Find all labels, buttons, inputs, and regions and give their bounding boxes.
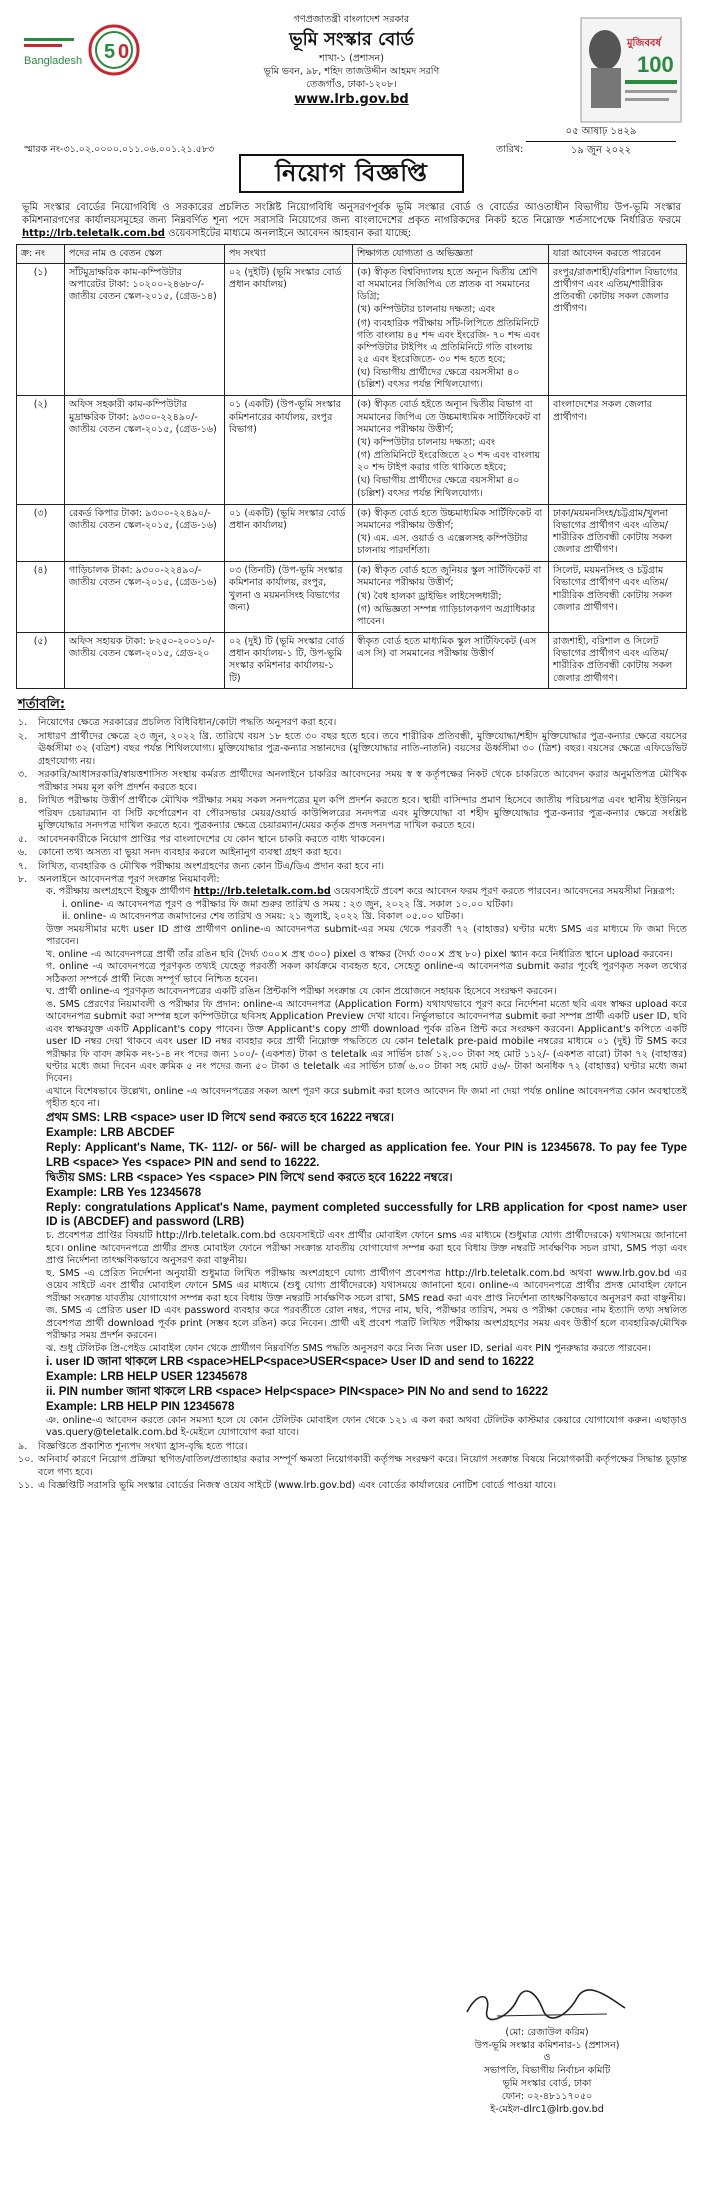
qualification-item: (ক) স্বীকৃত বোর্ড হতে জুনিয়র স্কুল সার্টিফিকেট বা সমমানের পরীক্ষায় উত্তীর্ণ; [357,565,542,589]
condition-number: ১০. [18,1454,34,1466]
condition-text: নিয়োগের ক্ষেত্রে সরকারের প্রচলিত বিধিবিধান/কোটা পদ্ধতি অনুসরণ করা হবে। [38,717,337,729]
row-eligible: সিলেট, ময়মনসিংহ ও চট্টগ্রাম বিভাগের প্রার্থীগণ এবং এতিম/শারীরিক প্রতিবন্ধী কোটায় সকল জেলার প্রার্থীগণ। [549,562,687,633]
notice-title: নিয়োগ বিজ্ঞপ্তি [239,154,464,193]
condition-item [18,847,687,859]
sms-reply-2: Reply: congratulations Applicat's Name, payment completed successfully for LRB application for <post name> user ID is (ABCDEF) and password (LRB) [46,1201,687,1229]
header [16,8,687,126]
branch: শাখা-১ (প্রশাসন) [319,53,384,65]
condition-item [18,1480,687,1492]
row-post: রেকর্ড কিপার টাকা: ৯৩০০-২২৪৯০/- জাতীয় বেতন স্কেল-২০১৫, (গ্রেড-১৬) [65,504,225,562]
intro-paragraph [22,201,681,240]
row-sl: (৪) [17,562,65,633]
qualification-item: (ঘ) বিভাগীয় প্রার্থীদের ক্ষেত্রে বয়সসীমা ৪০ (চল্লিশ) বৎসর পর্যন্ত শিথিলযোগ্য। [357,367,520,391]
qualification-item: (ক) স্বীকৃত বোর্ড হতে উচ্চমাধ্যমিক সার্টিফিকেট বা সমমানের পরীক্ষায় উত্তীর্ণ; [357,507,543,531]
condition-number: ৮. [18,873,28,885]
address-line-2: তেজগাঁও, ঢাকা-১২০৮। [306,78,397,90]
qualification-item: (গ) ব্যবহারিক পরীক্ষায় সাঁট-লিপিতে প্রতিমিনিটে গতি বাংলায় ৪৫ শব্দ এবং ইংরেজি- ৭০ শব্দ এবং কম্পিউটার টাইপিং এ প্রতিমিনিটে গতি বাংলায় ২৫ এবং ইংরেজিতে- ৩০ শব্দ হতে হবে; [357,317,540,365]
row-qualification [353,504,549,562]
row-post: অফিস সহকারী কাম-কম্পিউটার মুদ্রাক্ষরিক টাকা: ৯৩০০-২২৪৯০/- জাতীয় বেতন স্কেল-২০১৫, (গ্রেড-১৬) [65,396,225,504]
condition-text: অনিবার্য কারণে নিয়োগ প্রক্রিয়া স্থগিত/বাতিল/প্রত্যাহার করার সম্পূর্ণ ক্ষমতা নিয়োগকারী কর্তৃপক্ষ সংরক্ষণ করে। নিয়োগ সংক্রান্ত বিষয়ে নিয়োগকারী কর্তৃপক্ষের সিদ্ধান্ত চূড়ান্ত বলে গণ্য হবে। [38,1454,687,1478]
address-line-1: ভূমি ভবন, ৯৮, শহিদ তাজউদ্দীন আহমদ সরণি [263,66,440,78]
sms-reply-1: Reply: Applicant's Name, TK- 112/- or 56/- will be charged as application fee. Your PIN is 12345678. To pay fee Type LRB <space> Yes <space> PIN and send to 16222. [46,1141,687,1169]
row-post: সাঁটমুদ্রাক্ষরিক কাম-কম্পিউটার অপারেটর টাকা: ১০২০০-২৪৬৮০/- জাতীয় বেতন স্কেল-২০১৫, (গ্রেড-১৪) [65,263,225,396]
signatory-committee: সভাপতি, বিভাগীয় নির্বাচন কমিটি [483,2065,611,2077]
condition-item [18,731,687,768]
table-row [17,633,687,689]
online-ii: ii. online- এ আবেদনপত্র জমাদানের শেষ তারিখ ও সময়: ২১ জুলাই, ২০২২ খ্রি. বিকাল ০৫.০০ ঘটিকা। [62,911,464,923]
row-qualification [353,263,549,396]
recovery-user-example: Example: LRB HELP USER 12345678 [46,1371,248,1383]
sms-first-text: LRB <space> user ID লিখে send করতে হবে 16222 নম্বরে। [103,1111,395,1124]
condition-item [18,834,687,846]
condition-text: সাধারণ প্রার্থীদের ক্ষেত্রে ২৩ জুন, ২০২২ খ্রি. তারিখে বয়স ১৮ হতে ৩০ বছর হতে হবে। তবে শারীরিক প্রতিবন্ধী, মুক্তিযোদ্ধা/শহীদ মুক্তিযোদ্ধার পুত্র-কন্যার ক্ষেত্রে বয়সের ঊর্ধ্বসীমা ৩২ (বত্রিশ) বছর পর্যন্ত শিথিলযোগ্য। মুক্তিযোদ্ধার পুত্র-কন্যার সন্তানদের (মুক্তিযোদ্ধার নাতি-নাতনি) বয়সের ঊর্ধ্বসীমা ৩০ (ত্রিশ) বছর। বয়সের ক্ষেত্রে এফিডেভিট গ্রহণযোগ্য নয়। [38,730,687,767]
condition-text: লিখিত, ব্যবহারিক ও মৌখিক পরীক্ষায় অংশগ্রহণের জন্য কোন টিএ/ডিএ প্রদান করা হবে না। [38,860,385,872]
condition-item [18,1441,687,1453]
svg-text:Bangladesh: Bangladesh [24,55,83,67]
table-row [17,263,687,396]
condition-text: লিখিত পরীক্ষায় উত্তীর্ণ প্রার্থীকে মৌখিক পরীক্ষার সময় সকল সনদপত্রের মূল কপি প্রদর্শন করতে হবে। স্থায়ী বাসিন্দার প্রমাণ হিসেবে জাতীয় পরিচয়পত্র এবং স্থানীয় ইউনিয়ন পরিষদ চেয়ারম্যান বা সিটি কর্পোরেশন বা পৌরসভার মেয়র/ওয়ার্ড কাউন্সিলরের সনদপত্র এবং মুক্তিযোদ্ধা বা শহীদ মুক্তিযোদ্ধার পুত্র-কন্যার পুত্র-কন্যার ক্ষেত্রে সংশ্লিষ্ট মুক্তিযোদ্ধার সনদপত্র দাখিল করতে হবে। পুত্রকন্যার ক্ষেত্রে চেয়ারম্যান/মেয়র কর্তৃক প্রদত্ত সনদপত্র দাখিল করতে হবে। [38,795,687,832]
row-eligible: ঢাকা/ময়মনসিংহ/চট্টগ্রাম/খুলনা বিভাগের প্রার্থীগণ এবং এতিম/শারীরিক প্রতিবন্ধী কোটায় সকল জেলার প্রার্থীগণ। [549,504,687,562]
signature-block [432,1988,662,2117]
qualification-item: (গ) প্রতিমিনিটে ইংরেজিতে ২০ শব্দ এবং বাংলায় ২০ শব্দ টাইপ করার গতি থাকিতে হইবে; [357,450,541,474]
condition-number: ১. [18,717,28,729]
row-count: ০৩ (তিনটি) (উপ-ভূমি সংস্কার কমিশনার কার্যালয়, রংপুর, খুলনা ও ময়মনসিংহ বিভাগের জন্য) [225,562,353,633]
condition-number: ৭. [18,860,28,872]
online-ja: জ. SMS এ প্রেরিত user ID এবং password ব্যবহার করে পরবর্তীতে রোল নম্বর, পদের নাম, ছবি, পরীক্ষার তারিখ, সময় ও পরীক্ষা কেন্দ্রের নাম ইত্যাদি তথ্য সম্বলিত প্রবেশপত্র প্রার্থী download পূর্বক print (সম্ভব হলে রঙিন) করে নিবেন। প্রার্থী এই প্রবেশ পত্রটি লিখিত পরীক্ষায় অংশগ্রহণের সময় এবং উত্তীর্ণ হলে ব্যবহারিক/মৌখিক পরীক্ষার সময় প্রদর্শন করবেন। [46,1305,687,1342]
date-box [526,126,676,158]
qualification-item: (ঘ) বিভাগীয় প্রার্থীদের ক্ষেত্রে বয়সসীমা ৪০ (চল্লিশ) বৎসর পর্যন্ত শিথিলযোগ্য। [357,475,520,499]
online-cha: চ. প্রবেশপত্র প্রাপ্তির বিষয়টি http://lrb.teletalk.com.bd ওয়েবসাইটে এবং প্রার্থীর মোবাইল ফোনে sms এর মাধ্যমে (শুধুমাত্র যোগ্য প্রার্থীদেরকে) যথাসময়ে জানানো হবে। online আবেদনপত্রে প্রার্থীর প্রদত্ত মোবাইল ফোনে পরীক্ষা সংক্রান্ত যাবতীয় যোগাযোগ সম্পন্ন করা হবে বিধায় উক্ত নম্বরটি সার্বক্ষণিক সচল রাখা, SMS পড়া এবং প্রাপ্ত নির্দেশনা তাৎক্ষণিকভাবে অনুসরণ করা বাঞ্ছনীয়। [46,1230,687,1267]
header-eligible: যারা আবেদন করতে পারবেন [549,244,687,263]
condition-text: অনলাইনে আবেদনপত্র পূরণ সংক্রান্ত নিয়মাবলী: [38,873,220,885]
row-sl: (১) [17,263,65,396]
condition-number: ২. [18,730,28,742]
sms-first-label: প্রথম SMS: [46,1111,101,1124]
row-qualification [353,633,549,689]
row-count: ০১ (একটি) (উপ-ভূমি সংস্কার কমিশনারের কার্যালয়, রংপুর বিভাগ) [225,396,353,504]
table-header-row [17,244,687,263]
signatory-phone: ফোন: ০২-৪৮১১৭০৫০ [501,2090,593,2102]
row-sl: (৩) [17,504,65,562]
row-eligible: রংপুর/রাজশাহী/বরিশাল বিভাগের প্রার্থীগণ এবং এতিম/শারীরিক প্রতিবন্ধী কোটায় সকল জেলার প্রার্থীগণ। [549,263,687,396]
sms-example-2: Example: LRB Yes 12345678 [46,1186,202,1199]
condition-item [18,717,687,729]
signature-scribble-icon [457,1988,637,2022]
row-qualification [353,396,549,504]
qualification-item: (গ) অভিজ্ঞতা সম্পন্ন গাড়িচালকগণ অগ্রাধিকার পাবেন। [357,603,536,627]
row-post: অফিস সহায়ক টাকা: ৮২৫০-২০০১০/- জাতীয় বেতন স্কেল-২০১৫, গ্রেড-২০ [65,633,225,689]
intro-text-end: ওয়েবসাইটের মাধ্যমে অনলাইনে আবেদন আহবান করা যাচ্ছে: [168,227,412,239]
signatory-and: ও [543,2052,551,2064]
condition-number: ৪. [18,795,28,807]
condition-item [18,874,687,1440]
condition-text: আবেদনকারীকে নিয়োগ প্রাপ্তির পর বাংলাদেশের যে কোন স্থানে চাকরি করতে বাধ্য থাকবেন। [38,833,385,845]
condition-number: ৩. [18,769,28,781]
header-post: পদের নাম ও বেতন স্কেল [65,244,225,263]
online-i: i. online- এ আবেদনপত্র পূরণ ও পরীক্ষার ফি জমা শুরুর তারিখ ও সময় : ২৩ জুন, ২০২২ খ্রি. সকাল ১০.০০ ঘটিকা। [62,898,514,910]
svg-text:মুজিববর্ষ: মুজিববর্ষ [627,38,662,49]
condition-item [18,795,687,832]
recovery-pin: ii. PIN number জানা থাকলে LRB <space> Help<space> PIN<space> PIN No and send to 16222 [46,1385,548,1398]
online-chha: ছ. SMS -এ প্রেরিত নির্দেশনা অনুযায়ী শুধুমাত্র লিখিত পরীক্ষায় অংশগ্রহণে যোগ্য প্রার্থীগণ প্রবেশপত্র http://lrb.teletalk.com.bd অথবা www.lrb.gov.bd এর ওয়েব সাইটে এবং প্রার্থীর মোবাইল ফোনে SMS এর মাধ্যমে (শুধু যোগ্য প্রার্থীদেরকে) যথাসময়ে জানানো হবে। online-এ আবেদনপত্রে প্রার্থীর প্রদত্ত মোবাইল ফোনে পরীক্ষা সংক্রান্ত যাবতীয় যোগাযোগ সম্পন্ন করা হবে বিধায় উক্ত নম্বরটি সার্বক্ষণিক সচল রাখা, SMS read করা এবং প্রাপ্ত নির্দেশনা তাৎক্ষণিকভাবে অনুসরণ করা বাঞ্ছনীয়। [46,1267,687,1304]
date-label: তারিখ: [496,144,524,155]
condition-item [18,1454,687,1479]
date-english: ১৯ জুন ২০২২ [570,144,632,156]
condition-item [18,861,687,873]
government-line: গণপ্রজাতন্ত্রী বাংলাদেশ সরকার [293,14,410,25]
svg-text:5: 5 [104,41,116,63]
condition-number: ৬. [18,847,28,859]
row-eligible: বাংলাদেশের সকল জেলার প্রার্থীগণ। [549,396,687,504]
row-count: ০২ (দুইটি) (ভূমি সংস্কার বোর্ড প্রধান কার্যালয়) [225,263,353,396]
online-jha: ঝ. শুধু টেলিটক প্রি-পেইড মোবাইল ফোন থেকে প্রার্থীগণ নিম্নবর্ণিত SMS পদ্ধতি অনুসরণ করে নিজ নিজ user ID, serial এবং PIN পুনরুদ্ধার করতে পারবেন। [46,1342,651,1354]
online-ka-end: ওয়েবসাইটে প্রবেশ করে আবেদন ফরম পূরণ করতে পারবেন। আবেদনের সময়সীমা নিম্নরূপ: [333,886,675,898]
sms-first [46,1111,687,1126]
qualification-item: (ক) স্বীকৃত বিশ্ববিদ্যালয় হতে অন্যূন দ্বিতীয় শ্রেণি বা সমমানের সিজিপিএ তে স্নাতক বা সমমানের ডিগ্রি; [357,266,538,303]
date-bangla: ০৫ আষাঢ় ১৪২৯ [526,126,676,142]
row-sl: (২) [17,396,65,504]
table-row [17,562,687,633]
condition-text: কোনো তথ্য অসত্য বা ভুয়া সনদ ব্যবহার করলে আইনানুগ ব্যবস্থা গ্রহণ করা হবে। [38,847,342,859]
row-post: গাড়িচালক টাকা: ৯৩০০-২২৪৯০/- জাতীয় বেতন স্কেল-২০১৫, (গ্রেড-১৬) [65,562,225,633]
online-ka-text: ক. পরীক্ষায় অংশগ্রহণে ইচ্ছুক প্রার্থীগণ [46,886,191,898]
online-kha: খ. online -এ আবেদনপত্রে প্রার্থী তাঁর রঙিন ছবি (দৈর্ঘ্য ৩০০× প্রস্থ ৩০০) pixel ও স্বাক্ষর (দৈর্ঘ্য ৩০০× প্রস্থ ৮০) pixel স্ক্যান করে নির্ধারিত স্থানে upload করবেন। [46,948,673,960]
memo-row [16,126,687,160]
conditions-list [16,717,687,1492]
sms-example-1: Example: LRB ABCDEF [46,1126,175,1139]
condition-text: বিজ্ঞপ্তিতে প্রকাশিত শূন্যপদ সংখ্যা হ্রাস-বৃদ্ধি হতে পারে। [38,1440,248,1452]
qualification-item: (খ) কম্পিউটার চালনায় দক্ষতা; এবং [357,304,496,316]
condition-text: এ বিজ্ঞপ্তিটি সরাসরি ভূমি সংস্কার বোর্ডের নিজস্ব ওয়েব সাইটে (www.lrb.gov.bd) এবং বোর্ডের কার্যালয়ের নোটিশ বোর্ডে পাওয়া যাবে। [38,1480,557,1492]
online-ii-note: উক্ত সময়সীমার মধ্যে user ID প্রাপ্ত প্রার্থীগণ online-এ আবেদনপত্র submit-এর সময় থেকে পরবর্তী ৭২ (বাহাত্তর) ঘণ্টার মধ্যে SMS এর মাধ্যমে ফি জমা দিতে পারবেন। [46,923,687,948]
header-count: পদ সংখ্যা [225,244,353,263]
condition-number: ৫. [18,833,28,845]
online-ka [46,886,687,898]
online-ga: গ. online -এ আবেদনপত্রে পূরণকৃত তথ্যই যেহেতু পরবর্তী সকল কার্যক্রমে ব্যবহৃত হবে, সেহেতু online-এ আবেদনপত্র submit করার পূর্বেই পূরণকৃত সকল তথ্যের সঠিকতা সম্পর্কে প্রার্থী নিজে সম্পূর্ণ ভাবে নিশ্চিত হবেন। [46,961,687,985]
header-sl: ক্র: নং [17,244,65,263]
header-qualification: শিক্ষাগত যোগ্যতা ও অভিজ্ঞতা [353,244,549,263]
row-count: ০২ (দুই) টি (ভূমি সংস্কার বোর্ড প্রধান কার্যালয়-১ টি, উপ-ভূমি সংস্কার কমিশনার কার্যালয়-১ টি) [225,633,353,689]
qualification-item: (খ) বৈধ হালকা ড্রাইভিং লাইসেন্সধারী; [357,590,502,602]
row-qualification [353,562,549,633]
qualification-item: স্বীকৃত বোর্ড হতে মাধ্যমিক স্কুল সার্টিফিকেট (এস এস সি) বা সমমানের পরীক্ষায় উত্তীর্ণ [357,636,537,660]
qualification-item: (ক) স্বীকৃত বোর্ড হইতে অন্যূন দ্বিতীয় বিভাগ বা সমমানের জিপিএ তে উচ্চমাধ্যমিক সার্টিফিকেট বা সমমানের পরীক্ষায় উত্তীর্ণ; [357,399,542,435]
condition-item [18,769,687,794]
table-row [17,396,687,504]
teletalk-url-link[interactable]: http://lrb.teletalk.com.bd [193,886,331,898]
table-row [17,504,687,562]
online-uma: ঙ. SMS প্রেরণের নিয়মাবলী ও পরীক্ষার ফি প্রদান: online-এ আবেদনপত্র (Application Form) যথাযথভাবে পূরণ করে নির্দেশনা মতো ছবি এবং স্বাক্ষর upload করে আবেদনপত্র submit করা সম্পন্ন হলে কম্পিউটারে ছবিসহ Application Preview দেখা যাবে। নির্ভুলভাবে আবেদনপত্র submit করা সম্পন্ন প্রার্থী একটি user ID, ছবি এবং স্বাক্ষরযুক্ত একটি Applicant's copy পাবেন। উক্ত Applicant's copy প্রার্থী download পূর্বক রঙিন প্রিন্ট করে সংরক্ষণ করবেন। Applicant's কপিতে একটি user ID নম্বর দেয়া থাকবে এবং user ID নম্বর ব্যবহার করে প্রার্থী নিম্নোক্ত পদ্ধতিতে যে কোন teletalk pre-paid mobile নম্বরের মাধ্যমে ০১ (দুই) টি SMS করে পরীক্ষার ফি বাবদ ক্রমিক নং-১-৪ নং পদের জন্য ১০০/- (একশত) টাকা ও teletalk এর সার্ভিস চার্জ ১২.০০ টাকা সহ মোট ১১২/- (একশত বারো) টাকা ৭২ (বাহাত্তর) ঘণ্টার মধ্যে জমা দিবেন এবং ক্রমিক ৫ নং পদের জন্য ৫০ টাকা ও teletalk এর সার্ভিস চার্জ ৬.০০ টাকা সহ মোট ৫৬/- টাকা অনধিক ৭২ (বাহাত্তর) ঘণ্টার মধ্যে জমা দিবেন। [46,998,688,1085]
qualification-item: (খ) কম্পিউটার চালনায় দক্ষতা; এবং [357,436,496,448]
website-link[interactable]: www.lrb.gov.bd [294,91,409,107]
online-uma-note: এখানে বিশেষভাবে উল্লেখ্য, online -এ আবেদনপত্রের সকল অংশ পূরণ করে submit করা হলেও আবেদন ফি জমা না দেয়া পর্যন্ত online আবেদনপত্র কোন অবস্থাতেই গৃহীত হবে না। [46,1085,687,1110]
mujib-borsho-logo-icon [579,16,683,124]
signatory-name: (মো: রেজাউল করিম) [505,2026,589,2038]
posts-table [16,244,687,689]
signatory-designation: উপ-ভূমি সংস্কার কমিশনার-১ (প্রশাসন) [474,2039,620,2051]
bangladesh-50-logo-icon [22,20,144,78]
board-name: ভূমি সংস্কার বোর্ড [289,29,414,51]
row-sl: (৫) [17,633,65,689]
condition-text: সরকারি/আধাসরকারি/স্বায়ত্তশাসিত সংস্থায় কর্মরত প্রার্থীদের অনলাইনে চাকরির আবেদনের সময় স্ব স্ব কর্তৃপক্ষের নিকট থেকে চাকরিতে আবেদন করার অনুমতিপত্র মৌখিক পরীক্ষার সময় মূল কপি প্রদর্শন করতে হবে। [38,769,687,793]
qualification-item: (খ) এম. এস. ওয়ার্ড ও এক্সেলসহ কম্পিউটার চালনায় পারদর্শিতা। [357,533,528,557]
signatory-office: ভূমি সংস্কার বোর্ড, ঢাকা [502,2078,592,2090]
recovery-pin-example: Example: LRB HELP PIN 12345678 [46,1400,235,1413]
sms-second: দ্বিতীয় SMS: LRB <space> Yes <space> PIN লিখে send করতে হবে 16222 নম্বরে। [46,1171,453,1184]
intro-url[interactable]: http://lrb.teletalk.com.bd [22,227,165,239]
condition-number: ৯. [18,1440,28,1452]
svg-text:100: 100 [637,52,674,77]
memo-number: স্মারক নং-৩১.০২.০০০০.০১১.০৬.০০১.২১.৫৮৩ [24,144,215,155]
conditions-title: শর্তাবলি: [18,696,66,712]
header-center [166,8,537,108]
intro-text: ভূমি সংস্কার বোর্ডের নিয়োগবিধি ও সরকারের প্রচলিত সংশ্লিষ্ট নিয়োগবিধি অনুসরণপূর্বক ভূমি সংস্কার বোর্ড ও বোর্ডের আওতাধীন বিভাগীয় উপ-ভূমি সংস্কার কমিশনারগণের কার্যালয়সমূহের জন্য নিম্নবর্ণিত শূন্য পদে সরাসরি নিয়োগের জন্য বাংলাদেশের প্রকৃত নাগরিকদের নিকট হতে নিম্নোক্ত শর্তসাপেক্ষে নির্ধারিত ফরমে [22,201,681,226]
row-eligible: রাজশাহী, বরিশাল ও সিলেট বিভাগের প্রার্থীগণ এবং এতিম/শারীরিক প্রতিবন্ধী কোটায় সকল জেলার প্রার্থীগণ। [549,633,687,689]
svg-text:0: 0 [118,41,130,63]
online-gha: ঘ. প্রার্থী online-এ পূরণকৃত আবেদনপত্রের একটি রঙিন প্রিন্টকপি পরীক্ষা সংক্রান্ত যে কোন প্রয়োজনে সহায়ক হিসেবে সংরক্ষণ করবেন। [46,986,557,998]
recovery-user: i. user ID জানা থাকলে LRB <space>HELP<space>USER<space> User ID and send to 16222 [46,1356,534,1369]
online-nya: ঞ. online-এ আবেদন করতে কোন সমস্যা হলে যে কোন টেলিটক মোবাইল ফোন থেকে ১২১ এ কল করা অথবা টেলিটক কাস্টমার কেয়ারে যোগাযোগ করুন। এছাড়াও vas.query@teletalk.com.bd ই-মেইলে যোগাযোগ করা যাবে। [46,1414,687,1439]
row-count: ০১ (একটি) (ভূমি সংস্কার বোর্ড প্রধান কার্যালয়) [225,504,353,562]
signatory-email[interactable]: ই-মেইল-dlrc1@lrb.gov.bd [490,2103,604,2115]
condition-number: ১১. [18,1480,34,1492]
